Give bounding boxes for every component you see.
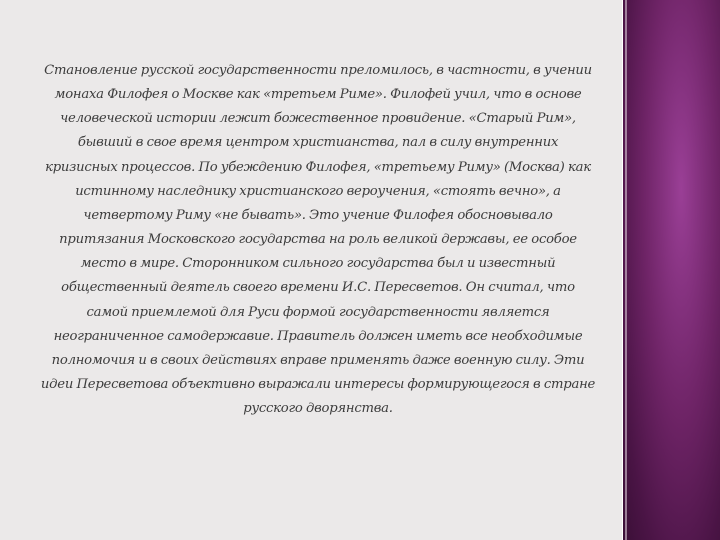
- slide-body-text: Становление русской государственности преломилось, в частности, в учении монаха Филофея о Москве как «третьем Риме». Филофей учил, что в основе человеческой истории лежит божественное провидение. «Старый Рим», бывший в свое время центром христианства, пал в силу внутренних кризисных процессов. По убеждению Филофея, «третьему Риму» (Москва) как истинному наследнику христианского вероучения, «стоять вечно», а четвертому Риму «не бывать». Это учение Филофея обосновывало притязания Московского государства на роль великой державы, ее особое место в мире. Сторонником сильного государства был и известный общественный деятель своего времени И.С. Пересветов. Он считал, что самой приемлемой для Руси формой государственности является неограниченное самодержавие. Правитель должен иметь все необходимые полномочия и в своих действиях вправе применять даже военную силу. Эти идеи Пересветова объективно выражали интересы формирующегося в стране русского дворянства.: [40, 63, 596, 417]
- decorative-side-panel-edge: [625, 0, 627, 540]
- decorative-side-panel: [623, 0, 720, 540]
